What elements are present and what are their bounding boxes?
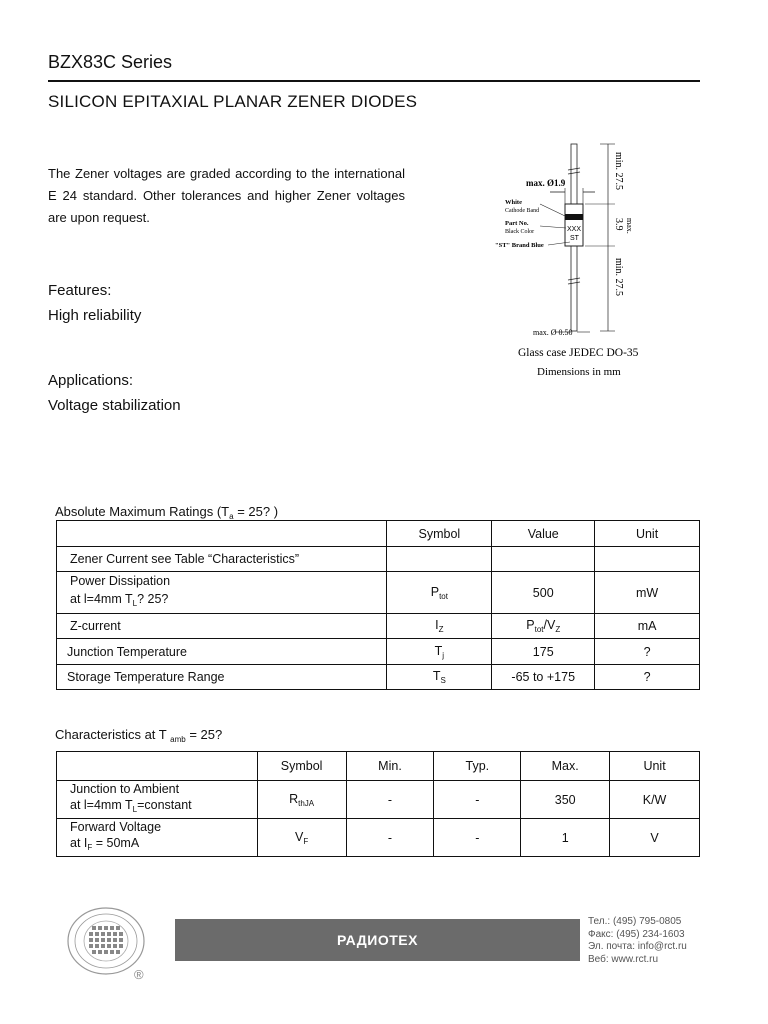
white-band-label-2: Cathode Band	[505, 208, 540, 214]
abs-max-title-sub: a	[229, 512, 234, 521]
ambient-line-2: at l=4mm T	[70, 798, 133, 812]
symbol-sub: F	[303, 836, 309, 846]
header-symbol: Symbol	[387, 521, 492, 547]
bottom-lead-length-label: min. 27.5	[613, 258, 624, 297]
white-band-label-1: White	[505, 199, 522, 206]
st-band-label: "ST" Brand Blue	[495, 242, 544, 249]
ambient-line-1: Junction to Ambient	[70, 782, 180, 796]
company-banner: РАДИОТЕХ	[175, 919, 580, 961]
table-row	[57, 819, 700, 857]
features-heading: Features:	[48, 282, 112, 299]
param-zener-current: Zener Current see Table “Characteristics”	[57, 547, 387, 572]
value-text: P	[526, 618, 535, 632]
contact-phone: Тел.: (495) 795-0805	[588, 916, 682, 927]
typ-ambient: -	[434, 781, 521, 819]
symbol-text: P	[430, 584, 440, 599]
symbol-text: R	[289, 791, 299, 806]
contact-block	[588, 916, 687, 966]
forward-line-1: Forward Voltage	[70, 820, 162, 834]
chars-title-text: Characteristics at T	[55, 727, 167, 742]
header-max: Max.	[521, 752, 610, 781]
power-line-2-suffix: ? 25?	[137, 592, 169, 606]
lead-diameter-label: max. Ø 0.50	[533, 328, 573, 337]
param-z-current: Z-current	[57, 614, 387, 639]
value-power: 500	[492, 572, 595, 614]
table-row	[57, 781, 700, 819]
dimensions-caption: Dimensions in mm	[537, 366, 621, 378]
document-title: BZX83C Series	[48, 52, 173, 72]
ambient-line-2-suffix: =constant	[137, 798, 192, 812]
package-caption: Glass case JEDEC DO-35	[518, 347, 639, 359]
param-power-dissipation	[57, 572, 387, 614]
unit-z-current: mA	[595, 614, 700, 639]
max-ambient: 350	[521, 781, 610, 819]
symbol-rthja	[257, 781, 346, 819]
symbol-ptot	[387, 572, 492, 614]
part-no-label-2: Black Color	[505, 229, 535, 235]
unit-ambient: K/W	[610, 781, 700, 819]
symbol-sub: Z	[438, 625, 444, 634]
symbol-sub: S	[440, 676, 446, 685]
value-sub: Z	[555, 625, 561, 634]
body-diameter-label: max. Ø1.9	[526, 178, 566, 188]
symbol-sub: tot	[439, 591, 448, 601]
param-storage-temp: Storage Temperature Range	[57, 665, 387, 690]
table-row	[57, 639, 700, 665]
unit-forward: V	[610, 819, 700, 857]
contact-fax: Факс: (495) 234-1603	[588, 928, 685, 940]
min-ambient: -	[346, 781, 434, 819]
contact-email: Эл. почта: info@rct.ru	[588, 941, 687, 952]
chars-title-suffix: = 25?	[185, 727, 223, 742]
header-parameter	[57, 752, 258, 781]
unit-power: mW	[595, 572, 700, 614]
abs-max-title	[55, 504, 278, 521]
table-row	[57, 572, 700, 614]
header-min: Min.	[346, 752, 434, 781]
symbol-text: I	[435, 618, 439, 632]
features-item: High reliability	[48, 307, 142, 324]
value-text: /V	[543, 618, 556, 632]
top-lead-length-label: min. 27.5	[613, 152, 624, 191]
value-sub: tot	[534, 625, 544, 634]
header-typ: Typ.	[434, 752, 521, 781]
param-junction-temp: Junction Temperature	[57, 639, 387, 665]
table-row	[57, 614, 700, 639]
cell-empty	[492, 547, 595, 572]
ambient-line-2-sub: L	[132, 805, 138, 814]
cathode-band	[565, 214, 583, 220]
symbol-ts	[387, 665, 492, 690]
header-unit: Unit	[595, 521, 700, 547]
unit-storage-temp: ?	[595, 665, 700, 690]
table-header-row	[57, 521, 700, 547]
symbol-vf	[257, 819, 346, 857]
forward-line-2-sub: F	[87, 843, 93, 852]
value-junction-temp: 175	[492, 639, 595, 665]
body-length-label-2: 3.9	[613, 218, 624, 231]
symbol-tj	[387, 639, 492, 665]
abs-max-title-text: Absolute Maximum Ratings (T	[55, 504, 230, 519]
intro-paragraph: The Zener voltages are graded according to the international E 24 standard. Other tolerances and higher Zener voltages are upon request.	[48, 166, 405, 225]
power-line-1: Power Dissipation	[70, 574, 171, 588]
document-subtitle: SILICON EPITAXIAL PLANAR ZENER DIODES	[48, 92, 418, 111]
abs-max-title-suffix: = 25? )	[233, 504, 279, 519]
unit-junction-temp: ?	[595, 639, 700, 665]
table-header-row	[57, 752, 700, 781]
header-parameter	[57, 521, 387, 547]
body-length-label-1: max.	[625, 218, 634, 234]
applications-item: Voltage stabilization	[48, 397, 181, 414]
characteristics-table	[56, 751, 700, 857]
typ-forward: -	[434, 819, 521, 857]
symbol-text: T	[432, 669, 441, 683]
symbol-iz	[387, 614, 492, 639]
marking-xxx: XXX	[567, 226, 582, 233]
value-storage-temp: -65 to +175	[492, 665, 595, 690]
abs-max-table	[56, 520, 700, 690]
power-line-2-sub: L	[132, 599, 138, 608]
package-drawing	[480, 130, 680, 390]
min-forward: -	[346, 819, 434, 857]
param-junction-ambient	[57, 781, 258, 819]
characteristics-title	[55, 727, 222, 744]
header-symbol: Symbol	[257, 752, 346, 781]
symbol-sub: j	[442, 650, 445, 660]
forward-line-2-suffix: = 50mA	[92, 836, 140, 850]
symbol-text: T	[434, 643, 443, 658]
cell-empty	[387, 547, 492, 572]
marking-st: ST	[570, 235, 579, 242]
applications-heading: Applications:	[48, 372, 134, 389]
table-row	[57, 665, 700, 690]
symbol-text: V	[294, 829, 304, 844]
registered-mark: ®	[134, 967, 144, 982]
param-forward-voltage	[57, 819, 258, 857]
max-forward: 1	[521, 819, 610, 857]
power-line-2: at l=4mm T	[70, 592, 133, 606]
chars-title-sub: amb	[170, 735, 186, 744]
value-z-current	[492, 614, 595, 639]
symbol-sub: thJA	[298, 798, 315, 808]
forward-line-2: at I	[70, 836, 88, 850]
part-no-label-1: Part No.	[505, 220, 529, 227]
header-unit: Unit	[610, 752, 700, 781]
title-rule	[48, 80, 700, 82]
cell-empty	[595, 547, 700, 572]
contact-web: Веб: www.rct.ru	[588, 953, 659, 965]
header-value: Value	[492, 521, 595, 547]
table-row	[57, 547, 700, 572]
